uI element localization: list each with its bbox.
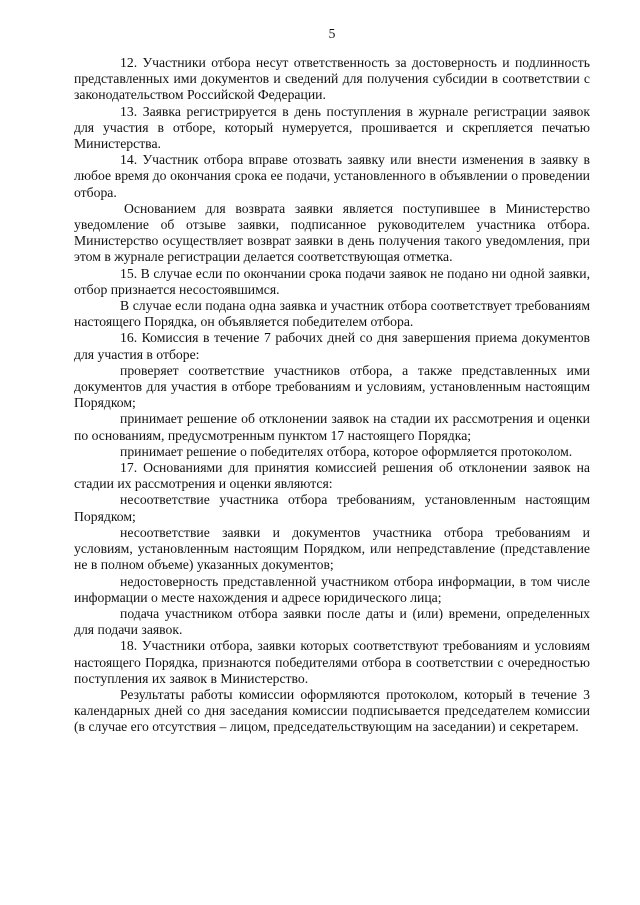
paragraph-17-item-false-info: недостоверность представленной участником отбора информации, в том числе информации о месте нахождения и адресе юридического лица; (74, 573, 590, 605)
paragraph-16-item-winners: принимает решение о победителях отбора, которое оформляется протоколом. (120, 443, 573, 459)
paragraph-17-item-late: подача участником отбора заявки после даты и (или) времени, определенных для подачи заявок. (74, 605, 590, 638)
paragraph-17: 17. Основаниями для принятия комиссией решения об отклонении заявок на стадии их рассмотрения и оценки являются: (74, 460, 590, 492)
paragraph-16: 16. Комиссия в течение 7 рабочих дней со дня завершения приема документов для участия в отборе: (74, 330, 590, 362)
paragraph-15: 15. В случае если по окончании срока подачи заявок не подано ни одной заявки, отбор признается несостоявшимся. (74, 265, 590, 297)
paragraph-14: 14. Участник отбора вправе отозвать заявку или внести изменения в заявку в любое время до окончания срока ее подачи, установленного в объявлении о проведении отбора. (74, 152, 590, 200)
paragraph-16-item-reject: принимает решение об отклонении заявок на стадии их рассмотрения и оценки по основаниям, предусмотренным пунктом 17 настоящего Порядка; (74, 411, 590, 443)
paragraph-18: 18. Участники отбора, заявки которых соответствуют требованиям и условиям настоящего Порядка, признаются победителями отбора в соответствии с очередностью поступления их заявок в Министерство. (74, 638, 590, 686)
paragraph-12: 12. Участники отбора несут ответственность за достоверность и подлинность представленных ими документов и сведений для получения субсидии в соответствии с законодательством Российской Федерации. (74, 55, 590, 103)
paragraph-16-item-check: проверяет соответствие участников отбора, а также представленных ими документов для участия в отборе требованиям и условиям, установленным настоящим Порядком; (74, 362, 590, 411)
document-body (74, 55, 590, 736)
paragraph-17-item-participant: несоответствие участника отбора требованиям, установленным настоящим Порядком; (74, 492, 590, 524)
paragraph-18-protocol: Результаты работы комиссии оформляются протоколом, который в течение 3 календарных дней со дня заседания комиссии подписывается председателем комиссии (в случае его отсутствия – лицом, председательствующим на заседании) и секретарем. (74, 686, 590, 735)
paragraph-13: 13. Заявка регистрируется в день поступления в журнале регистрации заявок для участия в отборе, который нумеруется, прошивается и скрепляется печатью Министерства. (74, 103, 590, 152)
page-number: 5 (328, 26, 336, 41)
paragraph-17-item-documents: несоответствие заявки и документов участника отбора требованиям и условиям, установленным настоящим Порядком, или непредставление (представление не в полном объеме) указанных документов; (74, 524, 590, 573)
paragraph-14-return-basis: Основанием для возврата заявки является поступившее в Министерство уведомление об отзыве заявки, подписанное руководителем участника отбора. Министерство осуществляет возврат заявки в день получения такого уведомления, при этом в журнале регистрации делается соответствующая отметка. (74, 200, 590, 265)
paragraph-15-single-application: В случае если подана одна заявка и участник отбора соответствует требованиям настоящего Порядка, он объявляется победителем отбора. (74, 298, 590, 330)
